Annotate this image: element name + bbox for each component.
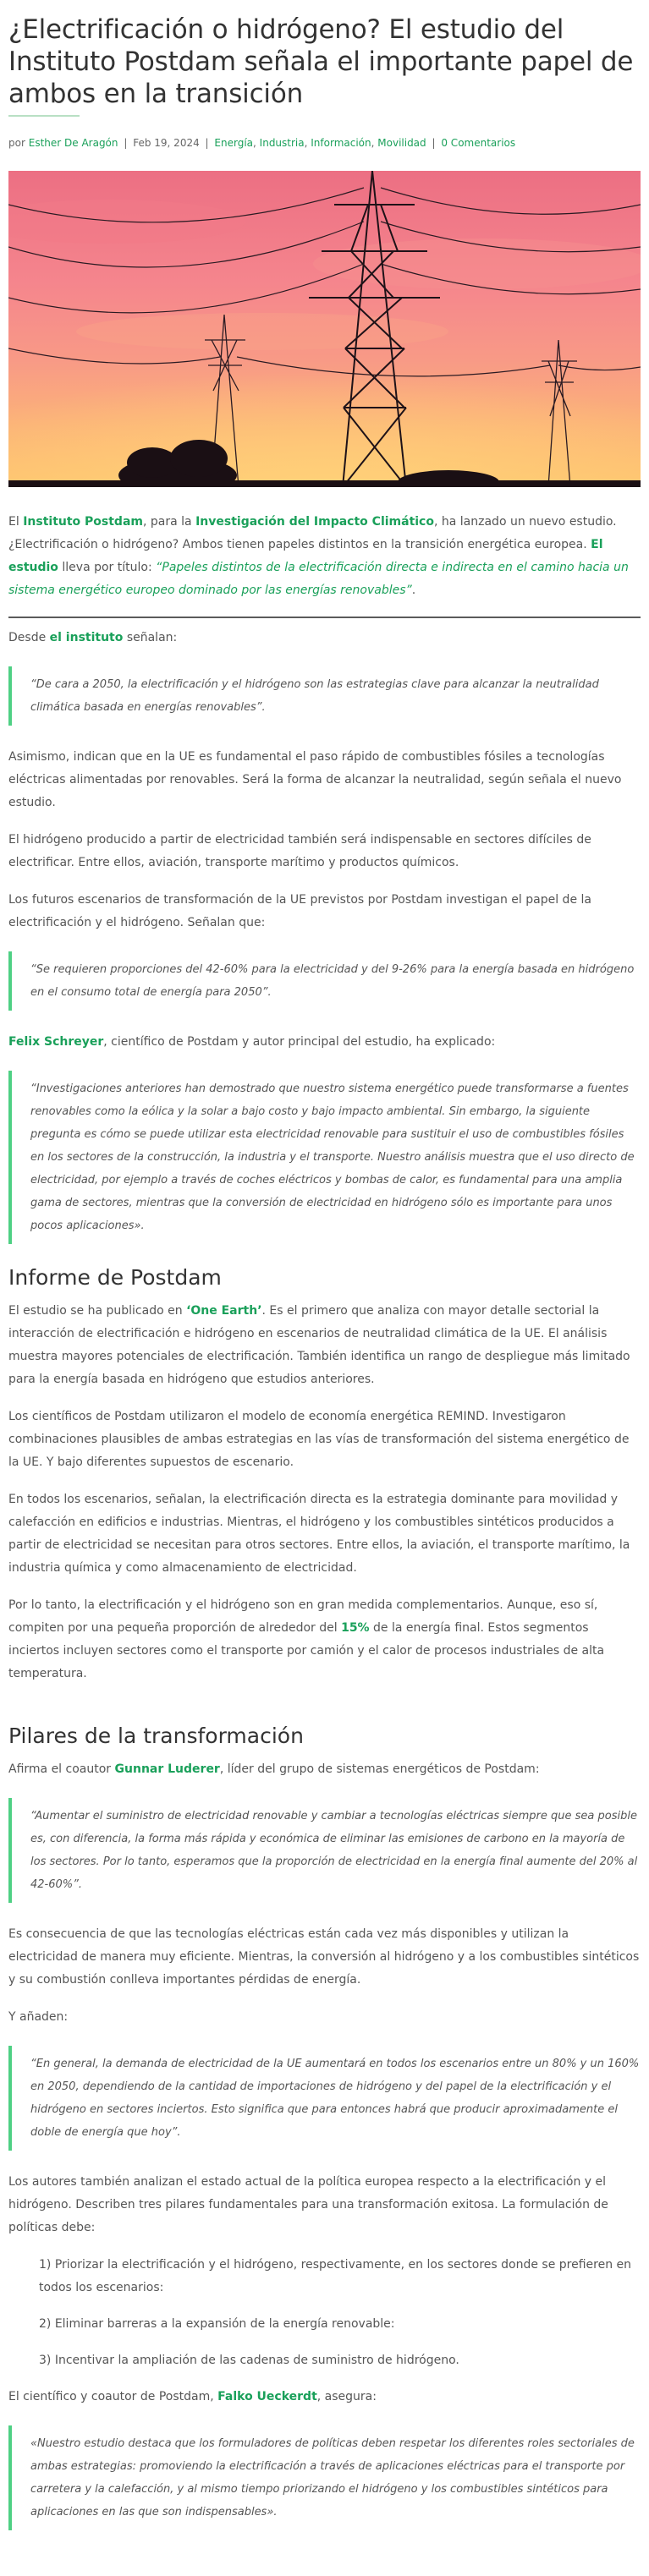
article-content <box>8 511 641 2530</box>
comments-link[interactable]: 0 Comentarios <box>441 137 516 149</box>
quote-neutralidad: “De cara a 2050, la electrificación y el hidrógeno son las estrategias clave para alcanzar la neutralidad climática basada en energías renovables”. <box>8 666 641 726</box>
link-el-estudio[interactable]: El estudio <box>8 538 603 574</box>
paragraph-asimismo: Asimismo, indican que en la UE es fundamental el paso rápido de combustibles fósiles a tecnologías eléctricas alimentadas por renovables. Será la forma de alcanzar la neutralidad, según señala el nuevo estudio. <box>8 750 622 809</box>
paragraph-futuros: Los futuros escenarios de transformación de la UE previstos por Postdam investigan el papel de la electrificación y el hidrógeno. Señalan que: <box>8 893 591 929</box>
link-15-percent[interactable]: 15% <box>341 1621 370 1635</box>
quote-demanda: “En general, la demanda de electricidad de la UE aumentará en todos los escenarios entre un 80% y un 160% en 2050, dependiendo de la cantidad de importaciones de hidrógeno y del papel de la electrificación y el hidrógeno en sectores inciertos. Esto significa que para entonces habrá que producir aproximadamente el doble de energía que hoy”. <box>8 2046 641 2151</box>
paragraph-hidrogeno: El hidrógeno producido a partir de electricidad también será indispensable en sectores difíciles de electrificar. Entre ellos, aviación, transporte marítimo y productos químicos. <box>8 833 591 869</box>
link-falko-ueckerdt[interactable]: Falko Ueckerdt <box>217 2390 317 2403</box>
paragraph-felix: Felix Schreyer, científico de Postdam y autor principal del estudio, ha explicado: <box>8 1035 496 1049</box>
article-title: ¿Electrificación o hidrógeno? El estudio del Instituto Postdam señala el importante papel de ambos en la transición <box>8 14 634 109</box>
author-link[interactable]: Esther De Aragón <box>28 137 118 149</box>
list-item: 3) Incentivar la ampliación de las cadenas de suministro de hidrógeno. <box>39 2354 459 2367</box>
list-item: 2) Eliminar barreras a la expansión de la energía renovable: <box>39 2317 395 2331</box>
category-link-industria[interactable]: Industria <box>259 137 305 149</box>
power-lines-sunset-icon <box>8 171 641 487</box>
link-el-instituto[interactable]: el instituto <box>49 631 124 644</box>
post-meta: por Esther De Aragón | Feb 19, 2024 | Energía, Industria, Información, Movilidad | 0 Comentarios <box>8 137 516 149</box>
category-link-movilidad[interactable]: Movilidad <box>377 137 426 149</box>
category-link-informacion[interactable]: Información <box>311 137 371 149</box>
link-gunnar-luderer[interactable]: Gunnar Luderer <box>114 1762 220 1776</box>
list-item: 1) Priorizar la electrificación y el hidrógeno, respectivamente, en los sectores donde se prefieren en todos los escenarios: <box>39 2258 632 2294</box>
desde-paragraph: Desde el instituto señalan: <box>8 631 178 644</box>
post-date: Feb 19, 2024 <box>133 137 200 149</box>
hero-image <box>8 171 641 487</box>
meta-by: por <box>8 137 25 149</box>
link-instituto-postdam[interactable]: Instituto Postdam <box>23 515 143 529</box>
link-one-earth[interactable]: ‘One Earth’ <box>186 1304 262 1318</box>
paragraph-anaden: Y añaden: <box>8 2010 69 2024</box>
study-title: “Papeles distintos de la electrificación directa e indirecta en el camino hacia un sistema energético europeo dominado por las energías renovables” <box>8 561 629 597</box>
quote-investigaciones: “Investigaciones anteriores han demostrado que nuestro sistema energético puede transformarse a fuentes renovables como la eólica y la solar a bajo costo y bajo impacto ambiental. Sin embargo, la siguiente pregunta es cómo se puede utilizar esta electricidad renovable para sustituir el uso de combustibles fósiles en los sectores de la construcción, la industria y el transporte. Nuestro análisis muestra que el uso directo de electricidad, por ejemplo a través de coches eléctricos y bombas de calor, es fundamental para una amplia gama de sectores, mientras que la conversión de electricidad en hidrógeno sólo es importante para unos pocos aplicaciones». <box>8 1071 641 1244</box>
link-felix-schreyer[interactable]: Felix Schreyer <box>8 1035 104 1049</box>
paragraph-autores: Los autores también analizan el estado actual de la política europea respecto a la electrificación y el hidrógeno. Describen tres pilares fundamentales para una transformación exitosa. La formulación de políticas debe: <box>8 2175 608 2234</box>
intro-paragraph: El Instituto Postdam, para la Investigación del Impacto Climático, ha lanzado un nuevo estudio. ¿Electrificación o hidrógeno? Ambos tienen papeles distintos en la transición energética europea. El estudio lleva por título: “Papeles distintos de la electrificación directa e indirecta en el camino hacia un sistema energético europeo dominado por las energías renovables”. <box>8 515 629 597</box>
pillars-list <box>8 2254 641 2372</box>
paragraph-falko: El científico y coautor de Postdam, Falko Ueckerdt, asegura: <box>8 2390 377 2403</box>
paragraph-afirma: Afirma el coautor Gunnar Luderer, líder del grupo de sistemas energéticos de Postdam: <box>8 1762 540 1776</box>
heading-informe: Informe de Postdam <box>8 1265 222 1290</box>
quote-aumentar-suministro: “Aumentar el suministro de electricidad renovable y cambiar a tecnologías eléctricas siempre que sea posible es, con diferencia, la forma más rápida y económica de eliminar las emisiones de carbono en la mayoría de los sectores. Por lo tanto, esperamos que la proporción de electricidad en la energía final aumente del 20% al 42-60%”. <box>8 1798 641 1903</box>
quote-formuladores: «Nuestro estudio destaca que los formuladores de políticas deben respetar los diferentes roles sectoriales de ambas estrategias: promoviendo la electrificación a través de aplicaciones eléctricas para el transporte por carretera y la calefacción, y al mismo tiempo priorizando el hidrógeno y los combustibles sintéticos para aplicaciones en las que son indispensables». <box>8 2425 641 2530</box>
paragraph-escenarios: En todos los escenarios, señalan, la electrificación directa es la estrategia dominante para movilidad y calefacción en edificios e industrias. Mientras, el hidrógeno y los combustibles sintéticos producidos a partir de electricidad se necesitan para otros sectores. Entre ellos, la aviación, el transporte marítimo, la industria química y como almacenamiento de electricidad. <box>8 1493 630 1575</box>
divider <box>8 617 641 618</box>
paragraph-por-tanto: Por lo tanto, la electrificación y el hidrógeno son en gran medida complementarios. Aunque, eso sí, compiten por una pequeña proporción de alrededor del 15% de la energía final. Estos segmentos inciertos incluyen sectores como el transporte por camión y el calor de procesos industriales de alta temperatura. <box>8 1598 605 1680</box>
category-link-energia[interactable]: Energía <box>214 137 254 149</box>
quote-proporciones: “Se requieren proporciones del 42-60% para la electricidad y del 9-26% para la energía basada en hidrógeno en el consumo total de energía para 2050”. <box>8 951 641 1011</box>
paragraph-cientificos: Los científicos de Postdam utilizaron el modelo de economía energética REMIND. Investigaron combinaciones plausibles de ambas estrategias en las vías de transformación del sistema energético de la UE. Y bajo diferentes supuestos de escenario. <box>8 1410 630 1469</box>
paragraph-consecuencia: Es consecuencia de que las tecnologías eléctricas están cada vez más disponibles y utilizan la electricidad de manera muy eficiente. Mientras, la conversión al hidrógeno y a los combustibles sintéticos y su combustión conlleva importantes pérdidas de energía. <box>8 1927 640 1987</box>
link-investigacion-impacto-climatico[interactable]: Investigación del Impacto Climático <box>195 515 434 529</box>
title-underline <box>8 115 80 117</box>
paragraph-publicado: El estudio se ha publicado en ‘One Earth’. Es el primero que analiza con mayor detalle sectorial la interacción de electrificación e hidrógeno en escenarios de neutralidad climática de la UE. El análisis muestra mayores potenciales de electrificación. También identifica un rango de despliegue más limitado para la energía basada en hidrógeno que estudios anteriores. <box>8 1304 630 1386</box>
heading-pilares: Pilares de la transformación <box>8 1724 304 1748</box>
